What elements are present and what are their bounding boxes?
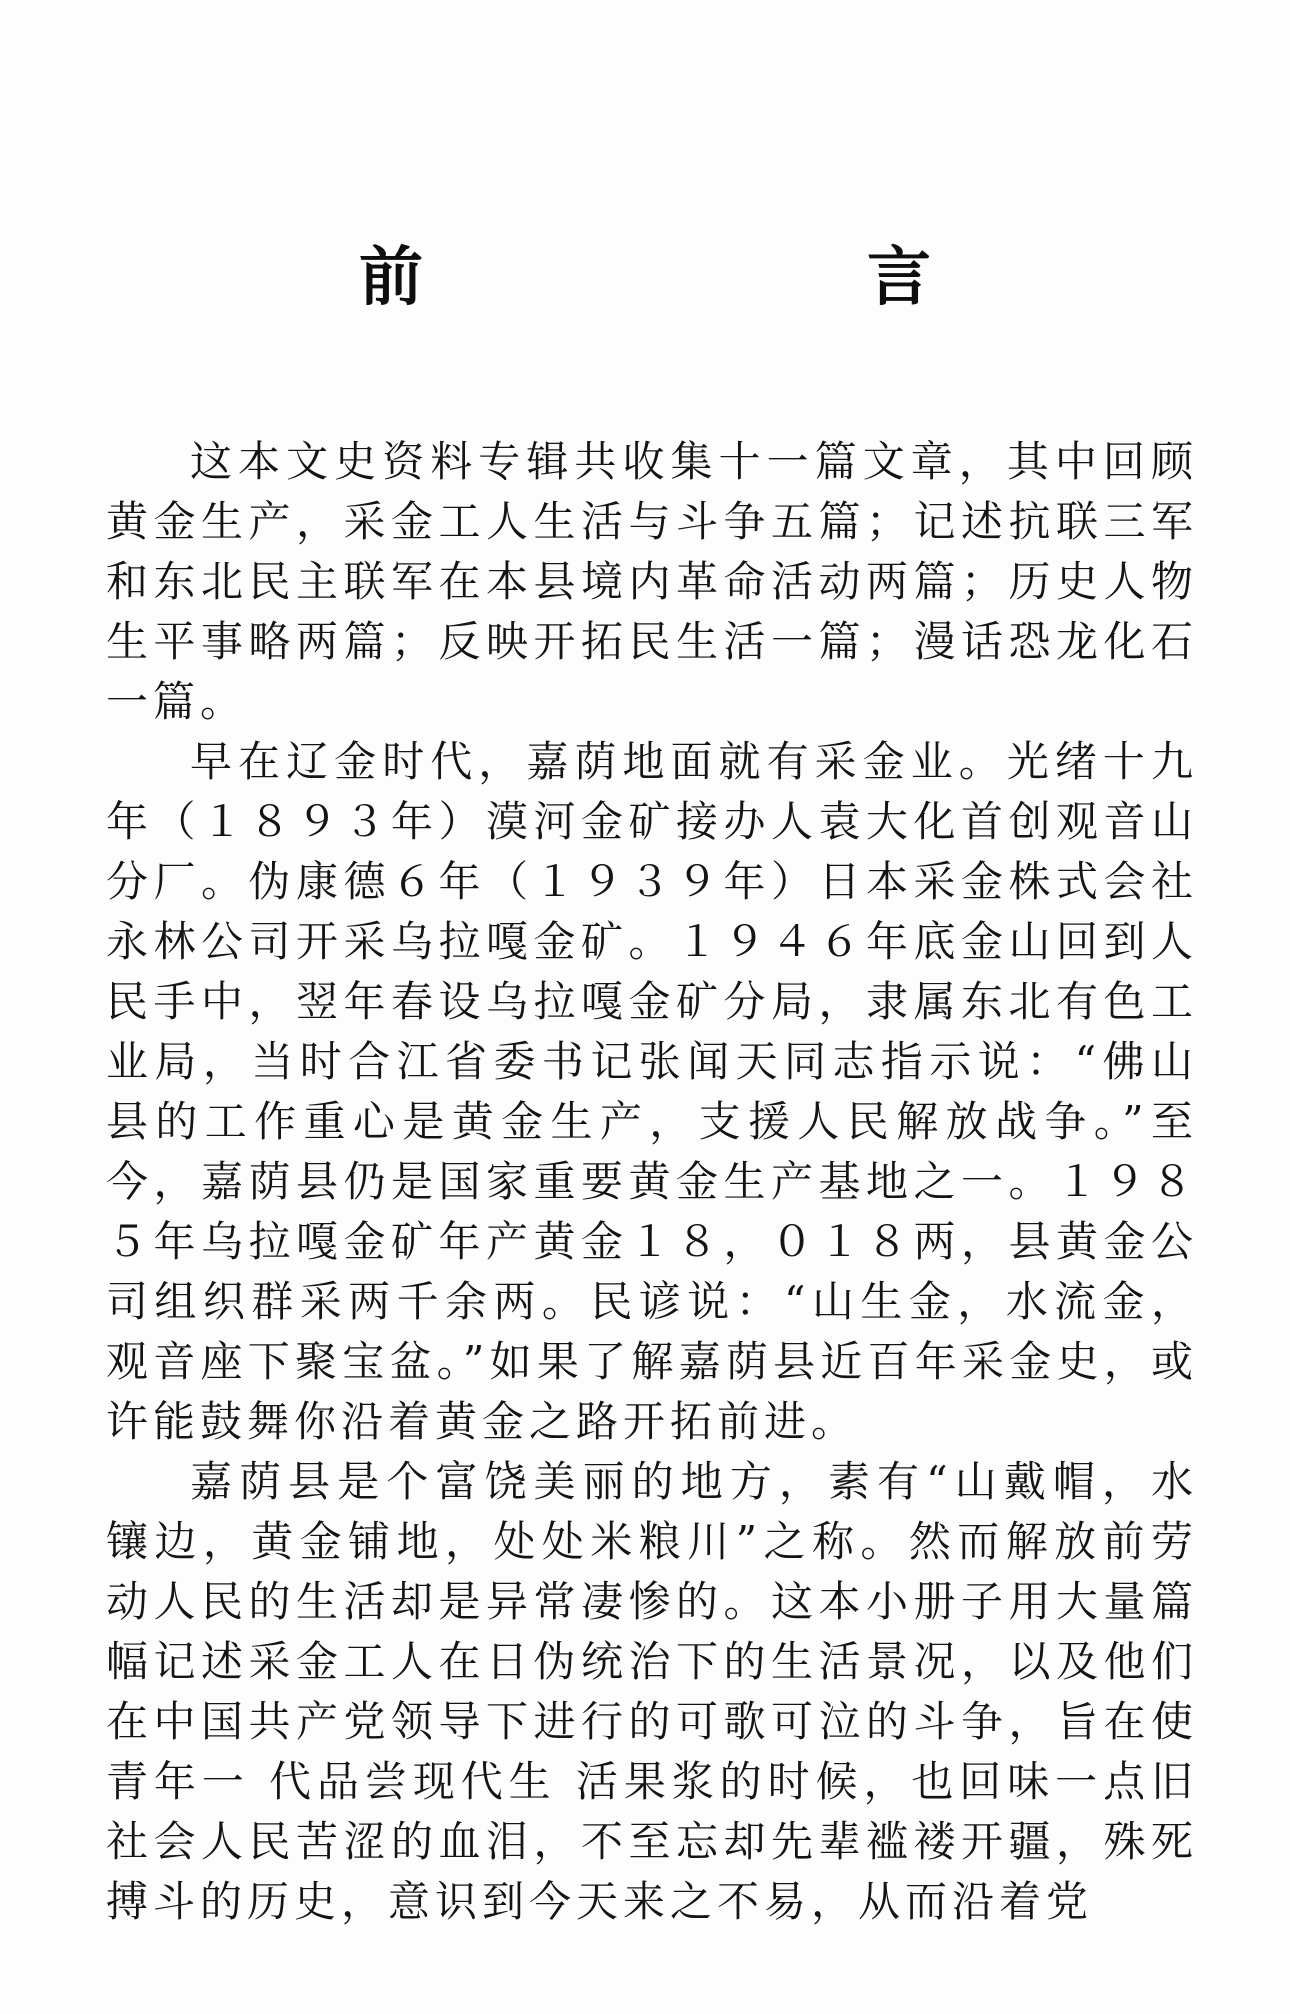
page-title: 前 言 bbox=[359, 241, 1121, 315]
paragraph-2: 早在辽金时代，嘉荫地面就有采金业。光绪十九年（１８９３年）漠河金矿接办人袁大化首创观音山分厂。伪康德６年（１９３９年）日本采金株式会社永林公司开采乌拉嘎金矿。１９４６年底金山回到人民手中，翌年春设乌拉嘎金矿分局，隶属东北有色工业局，当时合江省委书记张闻天同志指示说：“佛山县的工作重心是黄金生产，支援人民解放战争。”至今，嘉荫县仍是国家重要黄金生产基地之一。１９８５年乌拉嘎金矿年产黄金１８，０１８两，县黄金公司组织群采两千余两。民谚说：“山生金，水流金，观音座下聚宝盆。”如果了解嘉荫县近百年采金史，或许能鼓舞你沿着黄金之路开拓前进。 bbox=[106, 737, 1198, 1446]
body-text bbox=[106, 432, 1198, 1932]
paragraph-3: 嘉荫县是个富饶美丽的地方，素有“山戴帽，水镶边，黄金铺地，处处米粮川”之称。然而解放前劳动人民的生活却是异常凄惨的。这本小册子用大量篇幅记述采金工人在日伪统治下的生活景况，以及他们在中国共产党领导下进行的可歌可泣的斗争，旨在使青年一 代品尝现代生 活果浆的时候，也回味一点旧社会人民苦涩的血泪，不至忘却先辈褴褛开疆，殊死搏斗的历史，意识到今天来之不易，从而沿着党 bbox=[106, 1457, 1198, 1926]
paragraph-1: 这本文史资料专辑共收集十一篇文章，其中回顾黄金生产，采金工人生活与斗争五篇；记述抗联三军和东北民主联军在本县境内革命活动两篇；历史人物生平事略两篇；反映开拓民生活一篇；漫话恐龙化石一篇。 bbox=[106, 437, 1198, 726]
